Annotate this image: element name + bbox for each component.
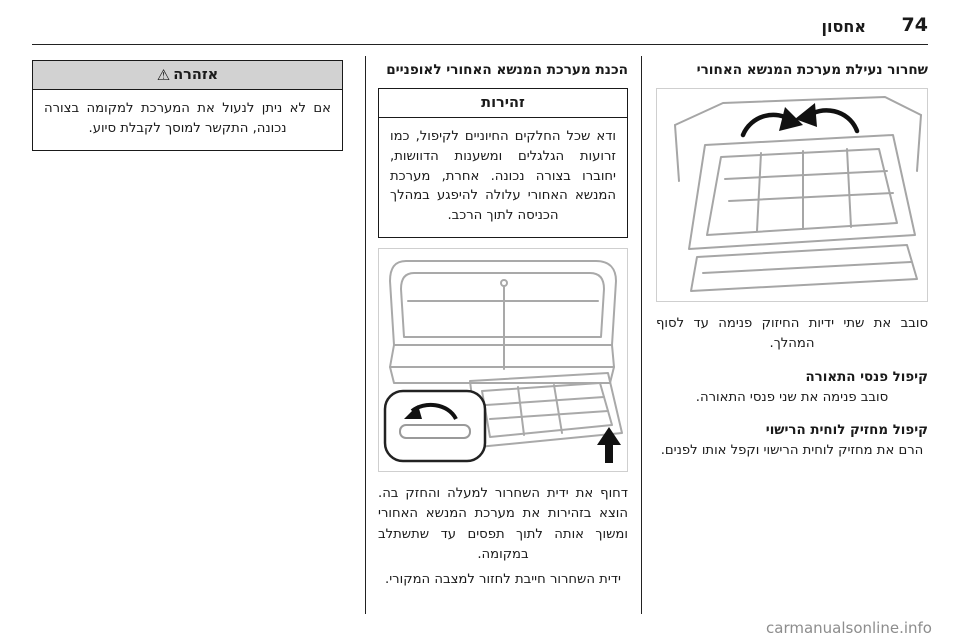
warning-box: [32, 60, 343, 151]
carrier-mechanism-figure: [656, 88, 928, 302]
prepare-heading: הכנת מערכת המנשא האחורי לאופניים: [386, 62, 628, 78]
fold-plate-holder-heading: קיפול מחזיק לוחית הרישוי: [765, 423, 928, 439]
tailgate-carrier-figure: [378, 248, 628, 472]
section-title: אחסון: [821, 17, 866, 36]
warning-triangle-icon: ⚠: [156, 65, 171, 84]
column-warning: [32, 56, 366, 614]
column-prepare-carrier: [366, 56, 642, 614]
release-lever-note: ידית השחרור חייבת לחזור למצבה המקורי.: [385, 571, 621, 587]
watermark-text: carmanualsonline.info: [766, 619, 932, 637]
fold-plate-holder-text: הרם את מחזיק לוחית הרישוי וקפל אותו לפנים.: [660, 443, 924, 459]
fold-tail-lamps-text: סובב פנימה את שני פנסי התאורה.: [695, 389, 889, 405]
page-number: 74: [901, 14, 928, 36]
caution-title: [379, 89, 627, 118]
unlock-step-text: סובב את שתי ידיות החיזוק פנימה עד לסוף המהלך.: [656, 316, 928, 352]
warning-title: [33, 61, 342, 90]
caution-body: ודא שכל החלקים החיוניים לקיפול, כמו זרועות הגלגלים ומשענות הדוושות, יחוברו בצורה נכונה. אחרת, מערכת המנשא האחורי עלולה להיפגע במהלך הכניסה לתוך הרכב.: [390, 129, 616, 224]
warning-title-label: אזהרה: [173, 67, 219, 83]
warning-body: אם לא ניתן לנעול את המערכת למקומה בצורה נכונה, התקשר למוסך לקבלת סיוע.: [44, 101, 331, 136]
content-columns: [32, 56, 928, 614]
caution-box: [378, 88, 628, 238]
caution-title-label: זהירות: [481, 95, 525, 111]
release-lever-illustration: [378, 249, 627, 471]
header-rule: [32, 44, 928, 45]
page-header: [32, 12, 928, 42]
clamp-levers-illustration: [669, 89, 927, 301]
column-unlock-carrier: [642, 56, 928, 614]
unlock-heading: שחרור נעילת מערכת המנשא האחורי: [696, 62, 928, 78]
fold-tail-lamps-heading: קיפול פנסי התאורה: [805, 369, 928, 385]
pull-out-step-text: דחוף את ידית השחרור למעלה והחזק בה. הוצא בזהירות את מערכת המנשא האחורי ומשוך אותה לתוך תפסים עד שתשתלב במקומה.: [378, 485, 628, 563]
